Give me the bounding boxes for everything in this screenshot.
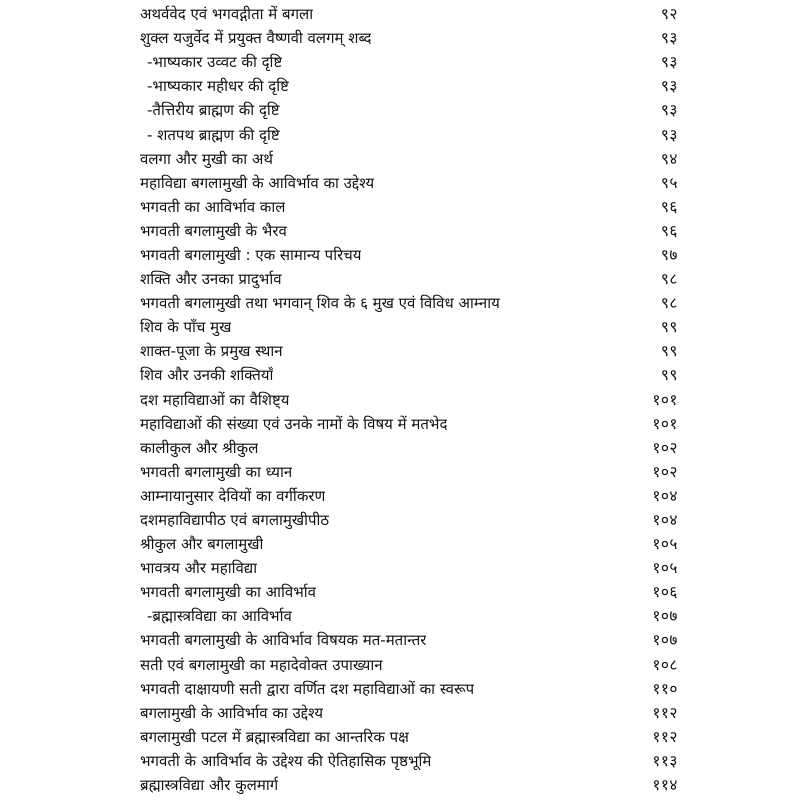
toc-entry (140, 460, 678, 484)
toc-entry (140, 556, 678, 580)
toc-entry-page-number: ९९ (660, 342, 678, 361)
toc-entry (140, 315, 678, 339)
toc-entry-title: भावत्रय और महाविद्या (140, 559, 258, 578)
toc-entry (140, 171, 678, 195)
toc-entry-page-number: १०७ (652, 631, 678, 650)
toc-entry (140, 580, 678, 604)
toc-entry-title: भगवती बगलामुखी : एक सामान्य परिचय (140, 245, 362, 264)
toc-entry-page-number: ९३ (660, 29, 678, 48)
toc-entry-title: भगवती बगलामुखी का आविर्भाव (140, 583, 316, 602)
toc-entry (140, 219, 678, 243)
toc-entry-page-number: १०७ (652, 607, 678, 626)
toc-entry-title: भगवती का आविर्भाव काल (140, 197, 286, 216)
toc-entry-title: श्रीकुल और बगलामुखी (140, 535, 264, 554)
toc-entry-page-number: १०२ (652, 438, 678, 457)
toc-entry-page-number: ९५ (660, 173, 678, 192)
toc-entry-page-number: ११२ (652, 727, 678, 746)
table-of-contents (140, 2, 678, 797)
toc-entry (140, 532, 678, 556)
toc-entry-title: शिव और उनकी शक्तियाँ (140, 366, 274, 385)
toc-entry-page-number: ९३ (660, 77, 678, 96)
toc-entry-title: शाक्त-पूजा के प्रमुख स्थान (140, 342, 283, 361)
toc-entry-title: कालीकुल और श्रीकुल (140, 438, 259, 457)
toc-entry-page-number: १०१ (652, 390, 678, 409)
toc-entry-page-number: ९४ (660, 149, 678, 168)
toc-entry-page-number: १०४ (652, 511, 678, 530)
toc-entry-title: ब्रह्मास्त्रविद्या और कुलमार्ग (140, 776, 279, 795)
toc-entry-page-number: १०१ (652, 414, 678, 433)
toc-entry (140, 701, 678, 725)
toc-entry-title: दश महाविद्याओं का वैशिष्ट्य (140, 390, 290, 409)
toc-entry-page-number: ९२ (660, 5, 678, 24)
toc-entry-page-number: ९३ (660, 53, 678, 72)
toc-entry (140, 749, 678, 773)
toc-entry-title: भगवती बगलामुखी का ध्यान (140, 462, 293, 481)
toc-subentry (140, 50, 678, 74)
toc-entry-page-number: १०५ (652, 535, 678, 554)
toc-entry-page-number: ११२ (652, 703, 678, 722)
toc-entry-page-number: १०५ (652, 559, 678, 578)
toc-entry (140, 291, 678, 315)
toc-entry-page-number: ९७ (660, 245, 678, 264)
toc-entry (140, 243, 678, 267)
toc-entry-title: दशमहाविद्यापीठ एवं बगलामुखीपीठ (140, 511, 330, 530)
toc-entry (140, 147, 678, 171)
toc-entry (140, 653, 678, 677)
toc-entry-title: भगवती के आविर्भाव के उद्देश्य की ऐतिहासिक पृष्ठभूमि (140, 751, 432, 770)
toc-subentry (140, 74, 678, 98)
toc-entry (140, 2, 678, 26)
toc-entry-title: वलगा और मुखी का अर्थ (140, 149, 273, 168)
toc-entry-page-number: ९३ (660, 101, 678, 120)
toc-entry-title: बगलामुखी पटल में ब्रह्मास्त्रविद्या का आन्तरिक पक्ष (140, 727, 409, 746)
toc-entry (140, 26, 678, 50)
toc-entry (140, 725, 678, 749)
toc-entry (140, 388, 678, 412)
toc-entry-title: भगवती बगलामुखी के आविर्भाव विषयक मत-मतान्तर (140, 631, 427, 650)
toc-entry-page-number: ९९ (660, 318, 678, 337)
toc-entry-page-number: ९८ (660, 294, 678, 313)
toc-subentry (140, 604, 678, 628)
toc-entry-title: सती एवं बगलामुखी का महादेवोक्त उपाख्यान (140, 655, 383, 674)
toc-entry (140, 412, 678, 436)
toc-entry (140, 773, 678, 797)
toc-entry (140, 267, 678, 291)
toc-subentry (140, 98, 678, 122)
toc-entry (140, 508, 678, 532)
toc-entry-title: -भाष्यकार महीधर की दृष्टि (147, 77, 289, 96)
toc-entry-title: - शतपथ ब्राह्मण की दृष्टि (147, 125, 280, 144)
toc-entry (140, 677, 678, 701)
toc-entry-page-number: ९८ (660, 270, 678, 289)
toc-entry-title: भगवती दाक्षायणी सती द्वारा वर्णित दश महाविद्याओं का स्वरूप (140, 679, 475, 698)
toc-entry-page-number: १०८ (652, 655, 678, 674)
toc-entry (140, 195, 678, 219)
toc-entry-title: अथर्ववेद एवं भगवद्गीता में बगला (140, 5, 314, 24)
toc-entry-page-number: ११४ (652, 776, 678, 795)
toc-entry-page-number: ९६ (660, 221, 678, 240)
toc-entry (140, 363, 678, 387)
toc-entry-page-number: ११० (652, 679, 678, 698)
toc-entry-title: -ब्रह्मास्त्रविद्या का आविर्भाव (147, 607, 292, 626)
toc-entry (140, 484, 678, 508)
toc-entry-title: बगलामुखी के आविर्भाव का उद्देश्य (140, 703, 324, 722)
toc-entry-title: शुक्ल यजुर्वेद में प्रयुक्त वैष्णवी वलगम् शब्द (140, 29, 372, 48)
toc-entry (140, 436, 678, 460)
toc-entry-title: भगवती बगलामुखी तथा भगवान् शिव के ६ मुख एवं विविध आम्नाय (140, 294, 500, 313)
toc-entry-page-number: १०६ (652, 583, 678, 602)
toc-entry-page-number: १०४ (652, 486, 678, 505)
toc-subentry (140, 122, 678, 146)
toc-entry-title: महाविद्या बगलामुखी के आविर्भाव का उद्देश्य (140, 173, 375, 192)
toc-entry-page-number: ९६ (660, 197, 678, 216)
toc-entry-title: शक्ति और उनका प्रादुर्भाव (140, 270, 282, 289)
toc-entry-title: आम्नायानुसार देवियों का वर्गीकरण (140, 486, 326, 505)
toc-entry (140, 628, 678, 652)
toc-entry-page-number: ९३ (660, 125, 678, 144)
toc-entry-title: शिव के पाँच मुख (140, 318, 232, 337)
toc-entry-title: -तैत्तिरीय ब्राह्मण की दृष्टि (147, 101, 280, 120)
toc-entry (140, 339, 678, 363)
toc-entry-title: महाविद्याओं की संख्या एवं उनके नामों के विषय में मतभेद (140, 414, 448, 433)
toc-entry-page-number: ११३ (652, 751, 678, 770)
toc-entry-title: भगवती बगलामुखी के भैरव (140, 221, 287, 240)
toc-entry-page-number: १०२ (652, 462, 678, 481)
toc-entry-page-number: ९९ (660, 366, 678, 385)
toc-entry-title: -भाष्यकार उव्वट की दृष्टि (147, 53, 283, 72)
